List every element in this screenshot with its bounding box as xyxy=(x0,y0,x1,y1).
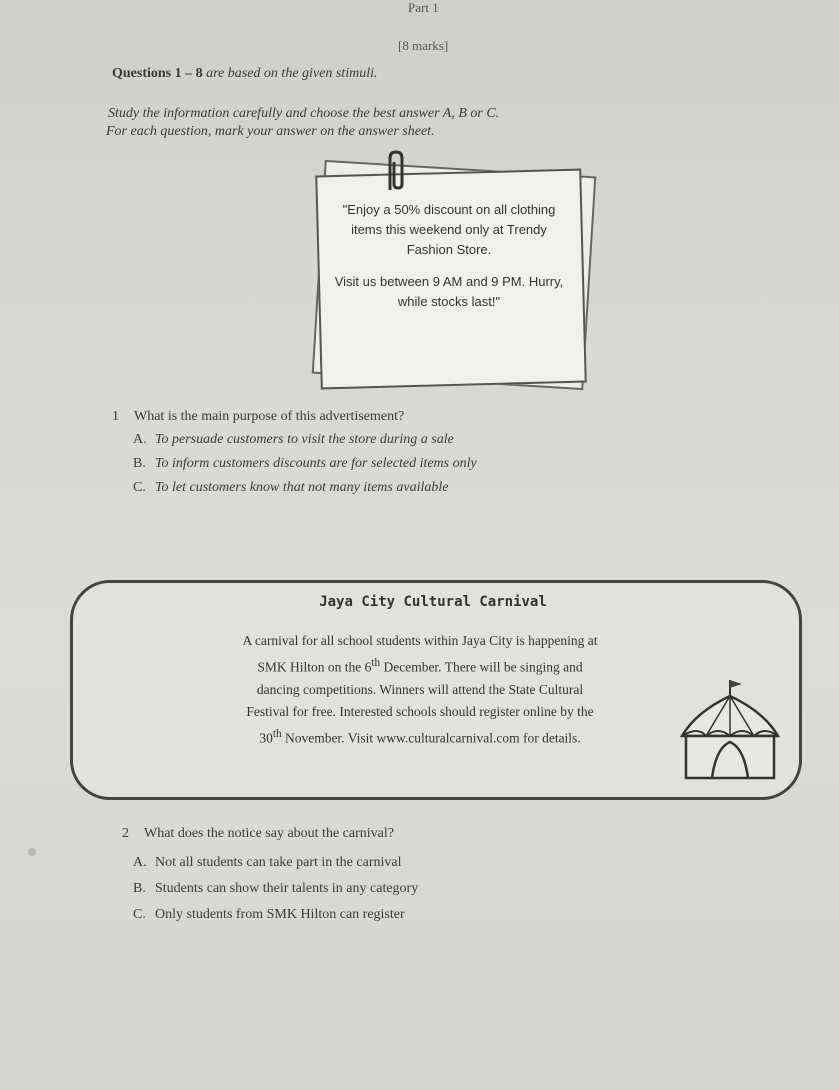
carnival-line-1: A carnival for all school students within Jaya City is happening at xyxy=(242,633,598,648)
notice-text xyxy=(330,200,568,324)
option-letter: C. xyxy=(133,480,146,495)
carnival-line-5-pre: 30 xyxy=(259,730,273,745)
carnival-title: Jaya City Cultural Carnival xyxy=(319,594,547,610)
carnival-line-2 xyxy=(150,652,690,679)
carnival-line-5 xyxy=(150,723,690,750)
option-letter: A. xyxy=(133,432,147,447)
option-c[interactable] xyxy=(133,480,448,496)
option-text: To persuade customers to visit the store during a sale xyxy=(155,432,454,447)
paperclip-icon xyxy=(384,150,408,196)
option-letter: C. xyxy=(133,907,146,922)
carnival-line-4: Festival for free. Interested schools should register online by the xyxy=(246,703,594,719)
question-text: What is the main purpose of this advertisement? xyxy=(134,409,405,424)
option-a[interactable] xyxy=(133,855,401,871)
carnival-line-5-sup: th xyxy=(272,727,282,740)
option-text: Not all students can take part in the carnival xyxy=(155,855,402,870)
option-b[interactable] xyxy=(133,456,477,472)
question-text: What does the notice say about the carnival? xyxy=(144,826,394,841)
carnival-line-2-sup: th xyxy=(371,657,381,669)
carnival-line-3: dancing competitions. Winners will attend the State Cultural xyxy=(256,681,584,697)
notice-paragraph-2: Visit us between 9 AM and 9 PM. Hurry, while stocks last!" xyxy=(334,274,564,309)
option-c[interactable] xyxy=(133,907,405,923)
instruction-line-2: For each question, mark your answer on the answer sheet. xyxy=(106,124,435,139)
question-1 xyxy=(112,409,404,425)
option-letter: B. xyxy=(133,456,146,471)
questions-range-label: Questions 1 – 8 xyxy=(112,66,203,81)
questions-range-rest: are based on the given stimuli. xyxy=(206,66,378,81)
questions-range xyxy=(112,66,377,82)
notice-paragraph-1: "Enjoy a 50% discount on all clothing items this weekend only at Trendy Fashion Store. xyxy=(342,202,556,257)
carnival-line-5-post: November. Visit www.culturalcarnival.com for details. xyxy=(281,730,581,745)
option-a[interactable] xyxy=(133,432,454,448)
option-letter: B. xyxy=(133,881,146,896)
question-number: 1 xyxy=(112,409,119,424)
tent-icon xyxy=(676,672,784,782)
option-text: To inform customers discounts are for selected items only xyxy=(155,456,477,471)
question-number: 2 xyxy=(122,826,129,841)
option-letter: A. xyxy=(133,855,147,870)
carnival-line-2-post: December. There will be singing and xyxy=(380,659,583,675)
question-2 xyxy=(122,826,394,842)
carnival-body xyxy=(150,630,690,749)
part-label: Part 1 xyxy=(408,0,439,15)
option-text: To let customers know that not many items available xyxy=(155,480,449,495)
carnival-line-2-pre: SMK Hilton on the 6 xyxy=(257,659,372,675)
option-b[interactable] xyxy=(133,881,418,897)
instruction-line-1: Study the information carefully and choose the best answer A, B or C. xyxy=(108,106,500,121)
option-text: Only students from SMK Hilton can register xyxy=(155,907,405,922)
option-text: Students can show their talents in any category xyxy=(155,881,419,896)
smudge-mark xyxy=(28,848,36,856)
marks-label: [8 marks] xyxy=(398,38,449,53)
